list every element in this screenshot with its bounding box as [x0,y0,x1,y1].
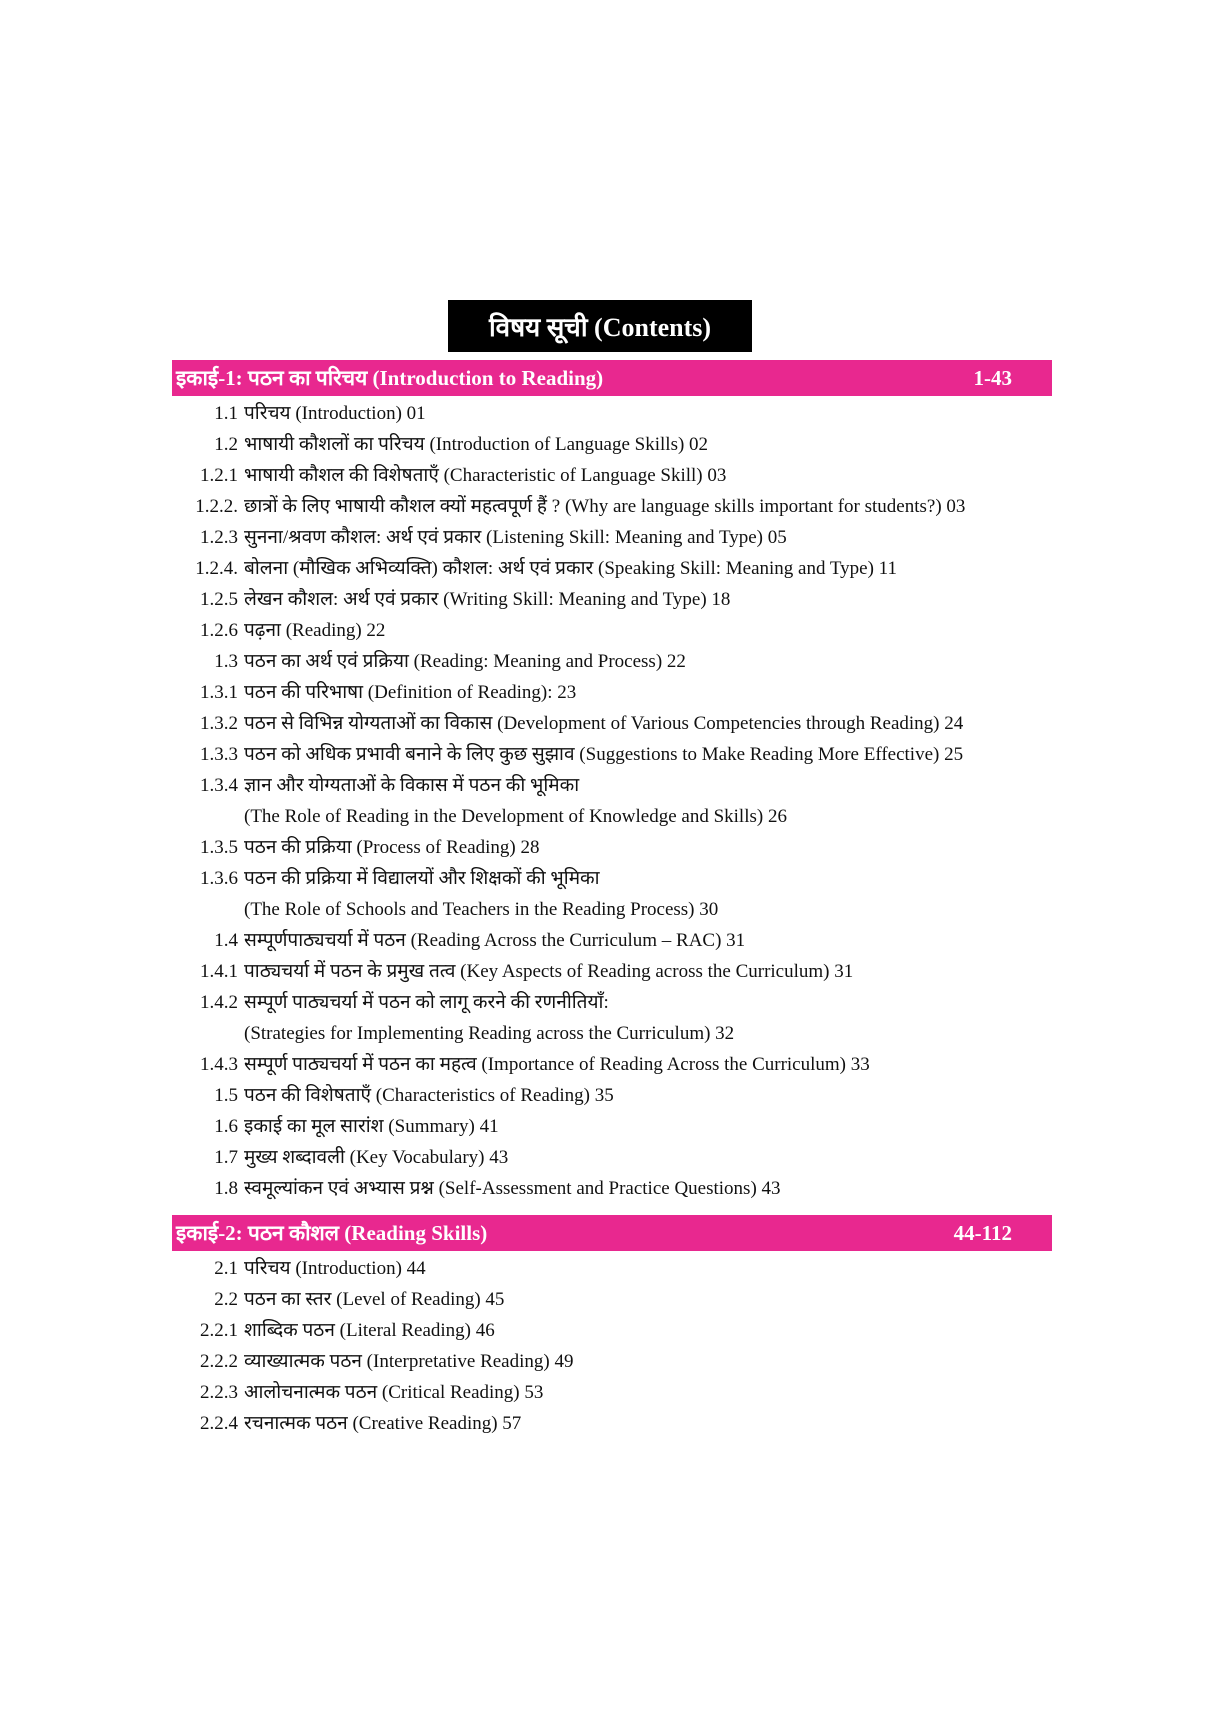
unit-1-pages: 1-43 [973,365,1012,390]
toc-entry-number: 1.4.2 [200,992,238,1013]
toc-entry [172,894,1052,925]
toc-entry-title: सम्पूर्ण पाठ्यचर्या में पठन का महत्व (Importance of Reading Across the Curriculum) 33 [244,1054,870,1075]
toc-entry-title: पाठ्यचर्या में पठन के प्रमुख तत्व (Key Aspects of Reading across the Curriculum) 31 [244,961,854,982]
toc-entry [172,1142,1052,1173]
toc-entry-number: 1.4.1 [200,961,238,982]
toc-entry-number: 1.2.3 [200,527,238,548]
toc-entry-title: परिचय (Introduction) 44 [244,1258,426,1279]
toc-entry-number: 2.2.4 [200,1413,238,1434]
toc-entry-number: 1.2.5 [200,589,238,610]
toc-entry-title: रचनात्मक पठन (Creative Reading) 57 [244,1413,522,1434]
toc-entry-number: 1.1 [214,403,238,424]
toc-entry-number: 1.8 [214,1178,238,1199]
toc-entry-title: लेखन कौशल: अर्थ एवं प्रकार (Writing Skill: Meaning and Type) 18 [244,589,731,610]
toc-entry [172,646,1052,677]
toc-entry-title: सम्पूर्णपाठ्यचर्या में पठन (Reading Across the Curriculum – RAC) 31 [244,930,746,951]
toc-entry-title: (Strategies for Implementing Reading across the Curriculum) 32 [244,1023,735,1044]
toc-entry-number: 1.2.4. [195,558,238,579]
page-title: विषय सूची (Contents) [448,300,752,352]
toc-entry [172,1284,1052,1315]
toc-entry-number: 1.7 [214,1147,238,1168]
toc-entry-number: 1.3.2 [200,713,238,734]
toc-entry [172,460,1052,491]
toc-entry-number: 1.3.3 [200,744,238,765]
toc-entry-title: पठन का स्तर (Level of Reading) 45 [244,1289,505,1310]
toc-entry-number: 2.2.1 [200,1320,238,1341]
toc-entry [172,770,1052,801]
unit-1-header [172,360,1052,396]
unit-2-title: इकाई-2: पठन कौशल (Reading Skills) [176,1221,488,1245]
toc-entry [172,1173,1052,1204]
toc-entry-title: ज्ञान और योग्यताओं के विकास में पठन की भूमिका [244,775,580,796]
toc-entry-title: भाषायी कौशल की विशेषताएँ (Characteristic of Language Skill) 03 [244,465,727,486]
toc-entry [172,1315,1052,1346]
toc-entry [172,1080,1052,1111]
toc-entry [172,1346,1052,1377]
toc-entry-number: 1.3.5 [200,837,238,858]
toc-entry-number: 1.3.6 [200,868,238,889]
toc-entry [172,398,1052,429]
unit-1-toc-list [172,398,1052,1204]
toc-entry-number: 2.2.2 [200,1351,238,1372]
unit-2-toc-list [172,1253,1052,1439]
toc-entry-title: भाषायी कौशलों का परिचय (Introduction of Language Skills) 02 [244,434,709,455]
toc-entry [172,708,1052,739]
toc-entry-title: पठन की प्रक्रिया (Process of Reading) 28 [244,837,540,858]
toc-entry-title: मुख्य शब्दावली (Key Vocabulary) 43 [244,1147,509,1168]
toc-entry [172,1049,1052,1080]
toc-entry-title: सुनना/श्रवण कौशल: अर्थ एवं प्रकार (Listening Skill: Meaning and Type) 05 [244,527,787,548]
toc-entry-number: 2.2 [214,1289,238,1310]
toc-entry-title: छात्रों के लिए भाषायी कौशल क्यों महत्वपूर्ण हैं ? (Why are language skills important for students?) 03 [244,496,966,517]
toc-entry-number: 1.2.1 [200,465,238,486]
toc-entry [172,1253,1052,1284]
toc-entry-title: स्वमूल्यांकन एवं अभ्यास प्रश्न (Self-Assessment and Practice Questions) 43 [244,1178,781,1199]
toc-entry [172,1018,1052,1049]
toc-entry-number: 1.2.6 [200,620,238,641]
toc-entry-number: 1.2 [214,434,238,455]
toc-entry [172,584,1052,615]
toc-entry-title: (The Role of Reading in the Development of Knowledge and Skills) 26 [244,806,787,827]
toc-entry-title: पठन की परिभाषा (Definition of Reading): 23 [244,682,577,703]
toc-entry-number: 1.3.1 [200,682,238,703]
toc-entry-title: शाब्दिक पठन (Literal Reading) 46 [244,1320,495,1341]
toc-entry-number: 1.4.3 [200,1054,238,1075]
toc-entry-title: पठन की विशेषताएँ (Characteristics of Reading) 35 [244,1085,614,1106]
toc-entry [172,677,1052,708]
toc-entry [172,429,1052,460]
toc-entry-title: पठन का अर्थ एवं प्रक्रिया (Reading: Meaning and Process) 22 [244,651,686,672]
toc-entry-title: पढ़ना (Reading) 22 [244,620,386,641]
unit-1-title: इकाई-1: पठन का परिचय (Introduction to Reading) [176,366,604,390]
toc-entry-title: व्याख्यात्मक पठन (Interpretative Reading) 49 [244,1351,574,1372]
toc-entry [172,925,1052,956]
toc-entry [172,987,1052,1018]
toc-entry-title: पठन की प्रक्रिया में विद्यालयों और शिक्षकों की भूमिका [244,868,600,889]
toc-entry-title: इकाई का मूल सारांश (Summary) 41 [244,1116,499,1137]
toc-entry [172,1408,1052,1439]
toc-entry [172,863,1052,894]
toc-entry-title: पठन को अधिक प्रभावी बनाने के लिए कुछ सुझाव (Suggestions to Make Reading More Effective) 25 [244,744,964,765]
toc-entry [172,956,1052,987]
toc-entry-title: (The Role of Schools and Teachers in the Reading Process) 30 [244,899,719,920]
toc-entry [172,1377,1052,1408]
toc-entry [172,739,1052,770]
toc-entry-title: बोलना (मौखिक अभिव्यक्ति) कौशल: अर्थ एवं प्रकार (Speaking Skill: Meaning and Type) 11 [244,558,897,579]
toc-entry [172,615,1052,646]
toc-entry [172,491,1052,522]
toc-entry-number: 1.3.4 [200,775,238,796]
toc-entry-number: 1.6 [214,1116,238,1137]
toc-entry [172,801,1052,832]
toc-entry-number: 2.2.3 [200,1382,238,1403]
toc-entry-title: सम्पूर्ण पाठ्यचर्या में पठन को लागू करने की रणनीतियाँ: [244,992,609,1013]
toc-entry-number: 1.4 [214,930,238,951]
toc-entry [172,522,1052,553]
toc-entry [172,832,1052,863]
toc-entry-number: 2.1 [214,1258,238,1279]
unit-2-pages: 44-112 [953,1220,1012,1245]
toc-entry [172,553,1052,584]
toc-entry-title: पठन से विभिन्न योग्यताओं का विकास (Development of Various Competencies through Reading) 24 [244,713,964,734]
unit-2-header [172,1215,1052,1251]
toc-entry [172,1111,1052,1142]
toc-entry-number: 1.2.2. [195,496,238,517]
toc-entry-number: 1.3 [214,651,238,672]
toc-entry-title: आलोचनात्मक पठन (Critical Reading) 53 [244,1382,544,1403]
toc-entry-title: परिचय (Introduction) 01 [244,403,426,424]
toc-entry-number: 1.5 [214,1085,238,1106]
